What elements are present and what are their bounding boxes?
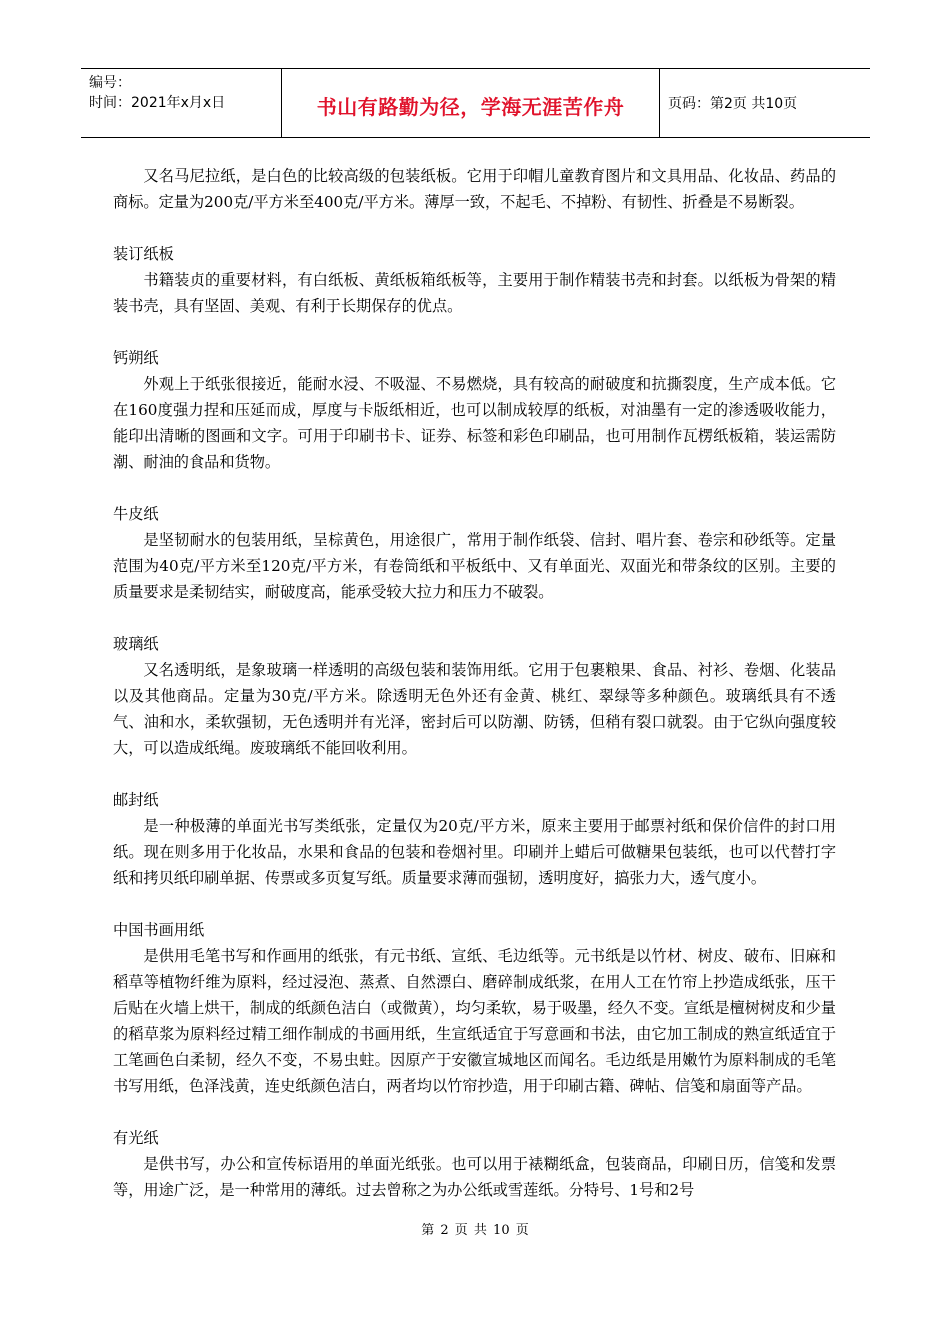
document-date: 时间：2021年x月x日 <box>89 95 226 111</box>
section-calligraphy-paper <box>113 917 836 1099</box>
page-header <box>81 68 870 138</box>
section-title: 牛皮纸 <box>113 505 159 523</box>
header-page-info-cell <box>660 69 870 137</box>
section-paragraph: 是一种极薄的单面光书写类纸张，定量仅为20克/平方米，原来主要用于邮票衬纸和保价信件的封口用纸。现在则多用于化妆品，水果和食品的包装和卷烟衬里。印刷并上蜡后可做糖果包装纸，也可以代替打字纸和拷贝纸印刷单据、传票或多页复写纸。质量要求薄而强韧，透明度好，搞张力大，透气度小。 <box>113 817 836 887</box>
header-page-info: 页码：第2页 共10页 <box>668 96 798 112</box>
section-title: 有光纸 <box>113 1129 159 1147</box>
section-paragraph: 是坚韧耐水的包装用纸，呈棕黄色，用途很广，常用于制作纸袋、信封、唱片套、卷宗和砂纸等。定量范围为40克/平方米至120克/平方米，有卷筒纸和平板纸中、又有单面光、双面光和带条纹的区别。主要的质量要求是柔韧结实，耐破度高，能承受较大拉力和压力不破裂。 <box>113 531 836 601</box>
section-paragraph: 是供书写，办公和宣传标语用的单面光纸张。也可以用于裱糊纸盒，包装商品，印刷日历，信笺和发票等，用途广泛，是一种常用的薄纸。过去曾称之为办公纸或雪莲纸。分特号、1号和2号 <box>113 1155 836 1199</box>
section-title: 中国书画用纸 <box>113 921 205 939</box>
document-number-label: 编号： <box>89 75 131 91</box>
section-paragraph: 又名透明纸，是象玻璃一样透明的高级包装和装饰用纸。它用于包裹粮果、食品、衬衫、卷烟、化装品以及其他商品。定量为30克/平方米。除透明无色外还有金黄、桃红、翠绿等多种颜色。玻璃纸具有不透气、油和水，柔软强韧，无色透明并有光泽，密封后可以防潮、防锈，但稍有裂口就裂。由于它纵向强度较大，可以造成纸绳。废玻璃纸不能回收利用。 <box>113 661 836 757</box>
section-paragraph: 是供用毛笔书写和作画用的纸张，有元书纸、宣纸、毛边纸等。元书纸是以竹材、树皮、破布、旧麻和稻草等植物纤维为原料，经过浸泡、蒸煮、自然漂白、磨碎制成纸浆，在用人工在竹帘上抄造成纸张，压干后贴在火墙上烘干，制成的纸颜色洁白（或微黄），均匀柔软，易于吸墨，经久不变。宣纸是檀树树皮和少量的稻草浆为原料经过精工细作制成的书画用纸，生宣纸适宜于写意画和书法，由它加工制成的熟宣纸适宜于工笔画色白柔韧，经久不变，不易虫蛀。因原产于安徽宣城地区而闻名。毛边纸是用嫩竹为原料制成的毛笔书写用纸，色泽浅黄，连史纸颜色洁白，两者均以竹帘抄造，用于印刷古籍、碑帖、信笺和扇面等产品。 <box>113 947 836 1095</box>
section-paragraph: 书籍装贞的重要材料，有白纸板、黄纸板箱纸板等，主要用于制作精装书壳和封套。以纸板为骨架的精装书壳，具有坚固、美观、有利于长期保存的优点。 <box>113 271 836 315</box>
header-motto-cell <box>282 69 660 137</box>
header-meta <box>81 69 282 137</box>
section-glazed-paper <box>113 1125 836 1203</box>
intro-paragraph: 又名马尼拉纸，是白色的比较高级的包装纸板。它用于印帽儿童教育图片和文具用品、化妆品、药品的商标。定量为200克/平方米至400克/平方米。薄厚一致，不起毛、不掉粉、有韧性、折叠是不易断裂。 <box>113 167 836 211</box>
page-footer <box>0 1219 950 1238</box>
section-calcium-plastic-paper <box>113 345 836 475</box>
section-seal-paper <box>113 787 836 891</box>
header-motto: 书山有路勤为径，学海无涯苦作舟 <box>316 94 625 119</box>
intro-section <box>113 163 836 215</box>
section-binding-board <box>113 241 836 319</box>
footer-page-number: 第 2 页 共 10 页 <box>421 1223 529 1238</box>
section-title: 装订纸板 <box>113 245 174 263</box>
section-kraft-paper <box>113 501 836 605</box>
section-cellophane <box>113 631 836 761</box>
document-body <box>113 163 836 1203</box>
section-title: 玻璃纸 <box>113 635 159 653</box>
section-title: 邮封纸 <box>113 791 159 809</box>
section-paragraph: 外观上于纸张很接近，能耐水浸、不吸湿、不易燃烧，具有较高的耐破度和抗撕裂度，生产成本低。它在160度强力捏和压延而成，厚度与卡版纸相近，也可以制成较厚的纸板，对油墨有一定的渗透吸收能力，能印出清晰的图画和文字。可用于印刷书卡、证券、标签和彩色印刷品，也可用制作瓦楞纸板箱，装运需防潮、耐油的食品和货物。 <box>113 375 836 471</box>
section-title: 钙朔纸 <box>113 349 159 367</box>
